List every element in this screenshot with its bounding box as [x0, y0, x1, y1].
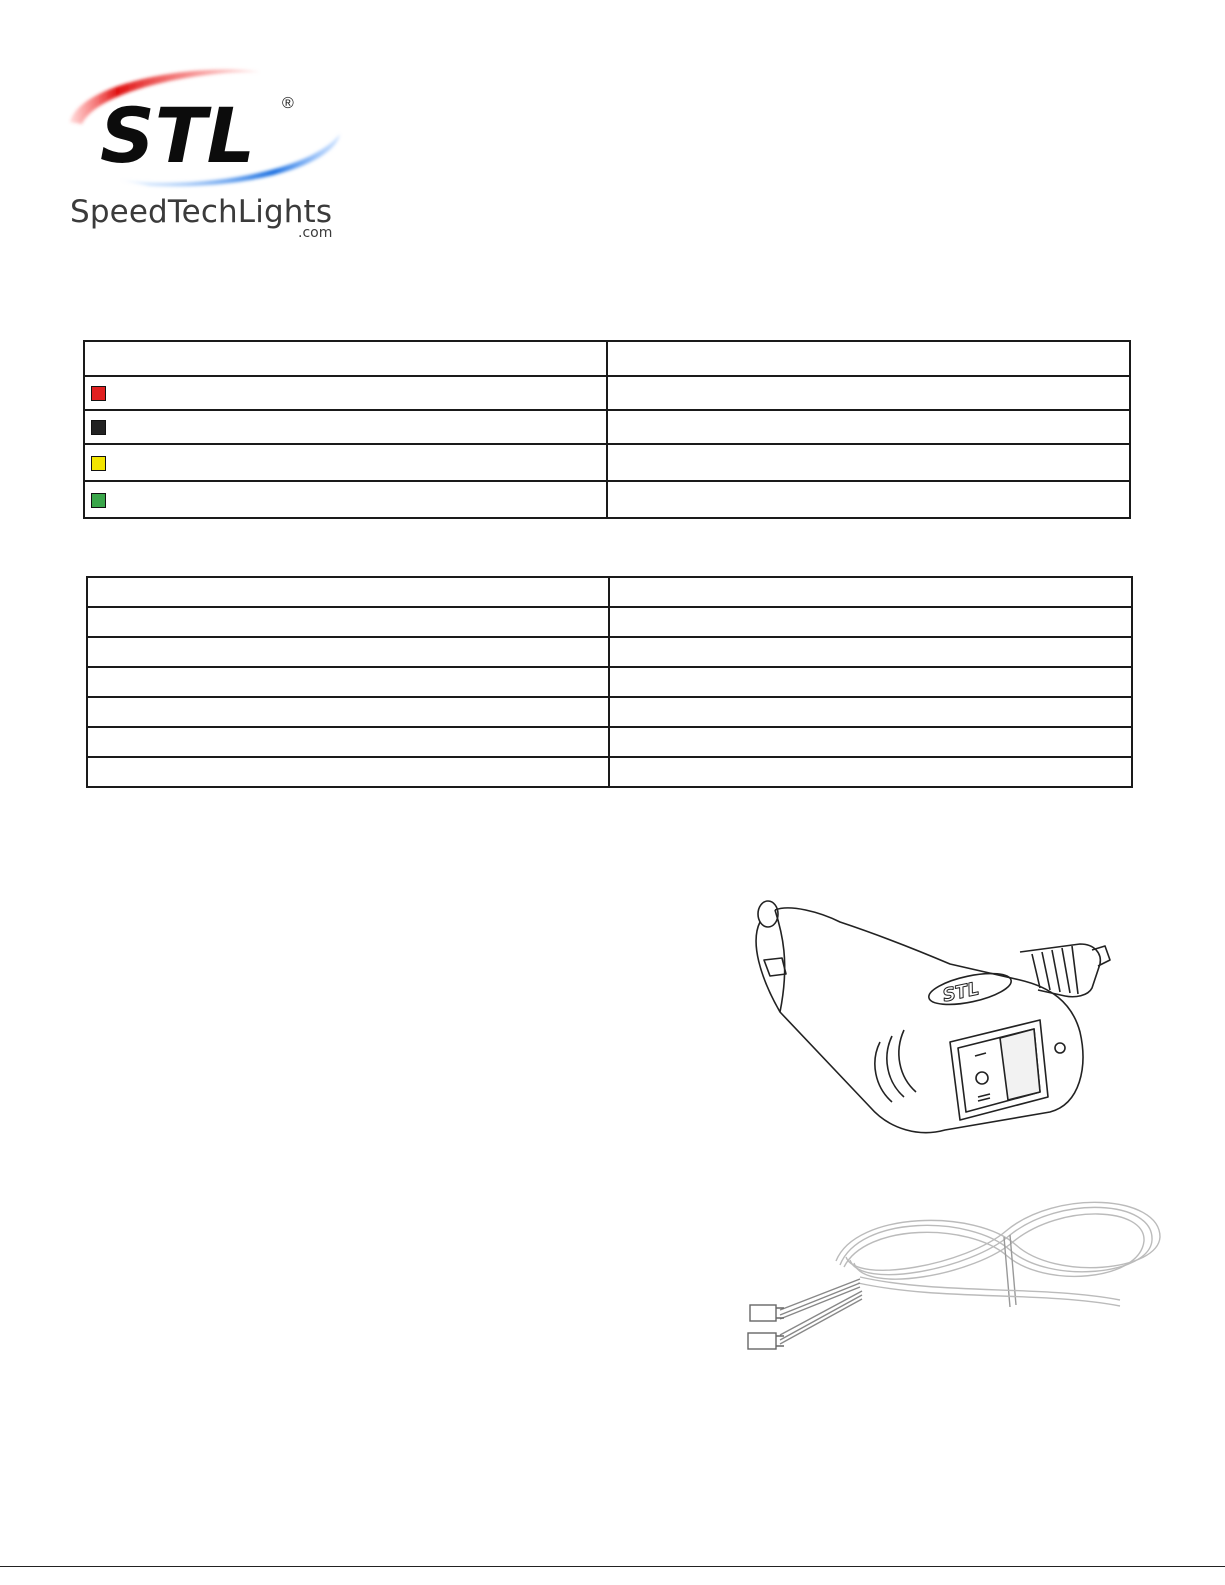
logo-stl-letters: STL — [100, 91, 256, 180]
logo-domain-suffix: .com — [298, 225, 333, 241]
table-cell — [609, 727, 1132, 757]
table-cell — [609, 577, 1132, 607]
table-row — [84, 444, 1130, 481]
wire-cell — [84, 444, 607, 481]
table-cell — [87, 697, 609, 727]
table-cell — [607, 376, 1130, 410]
table-cell — [609, 637, 1132, 667]
table-cell — [87, 577, 609, 607]
plug-embossed-logo: STL — [940, 978, 982, 1007]
spec-table — [86, 576, 1133, 788]
table-cell — [87, 607, 609, 637]
table-row — [87, 697, 1132, 727]
wire-cell — [84, 376, 607, 410]
table-cell — [87, 667, 609, 697]
wire-cell — [84, 481, 607, 518]
coiled-cable-icon — [740, 1195, 1165, 1370]
header-cell — [607, 341, 1130, 376]
black-wire-swatch — [91, 420, 106, 435]
footer-divider — [0, 1566, 1225, 1567]
table-row — [84, 481, 1130, 518]
table-header-row — [84, 341, 1130, 376]
table-cell — [607, 444, 1130, 481]
table-row — [87, 577, 1132, 607]
table-cell — [87, 637, 609, 667]
header-cell — [84, 341, 607, 376]
logo-wordmark: SpeedTechLights — [70, 194, 332, 230]
table-cell — [609, 697, 1132, 727]
table-cell — [87, 757, 609, 787]
table-row — [87, 757, 1132, 787]
yellow-wire-swatch — [91, 456, 106, 471]
wire-cell — [84, 410, 607, 444]
table-cell — [87, 727, 609, 757]
green-wire-swatch — [91, 493, 106, 508]
table-row — [87, 727, 1132, 757]
table-row — [84, 410, 1130, 444]
table-cell — [607, 481, 1130, 518]
stl-logo-graphic — [60, 62, 360, 252]
red-wire-swatch — [91, 386, 106, 401]
table-cell — [609, 607, 1132, 637]
table-row — [87, 637, 1132, 667]
table-row — [87, 607, 1132, 637]
table-row — [87, 667, 1132, 697]
table-cell — [607, 410, 1130, 444]
cigarette-lighter-plug-icon — [720, 892, 1140, 1157]
wire-color-table — [83, 340, 1131, 519]
table-row — [84, 376, 1130, 410]
brand-logo — [60, 62, 360, 252]
table-cell — [609, 757, 1132, 787]
table-cell — [609, 667, 1132, 697]
registered-mark: ® — [282, 95, 294, 112]
